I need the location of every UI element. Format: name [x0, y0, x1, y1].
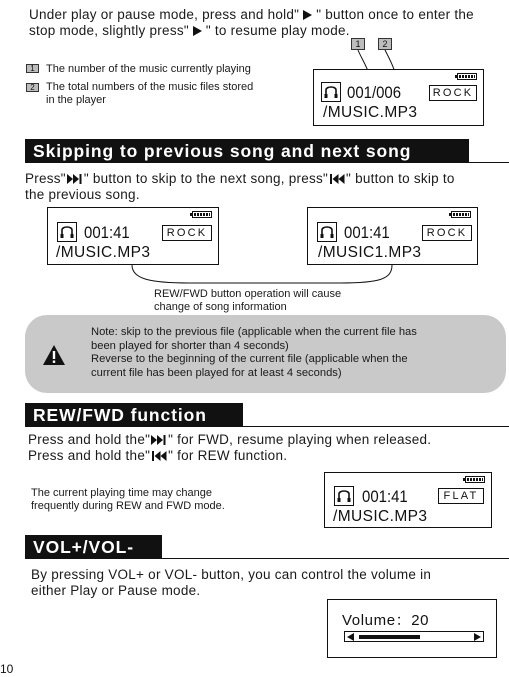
section-heading-volume: VOL+/VOL- — [25, 535, 162, 559]
battery-icon — [192, 211, 212, 218]
page-number: 10 — [0, 662, 14, 676]
callout-2: 2 — [378, 38, 392, 50]
next-track-icon — [67, 174, 83, 184]
section-heading-skip: Skipping to previous song and next song — [25, 139, 469, 163]
legend-text-1: The number of the music currently playing — [46, 63, 251, 75]
music-note-icon — [57, 222, 77, 242]
file-name: /MUSIC1.MP3 — [318, 244, 422, 261]
music-note-icon — [317, 222, 337, 242]
fast-forward-icon — [151, 435, 167, 445]
intro-line-1: Under play or pause mode, press and hold" " button once to enter the — [29, 7, 474, 22]
note-text: Note: skip to the previous file (applicable when the current file has been played for shorter than 4 seconds) Reverse to the beginning of the current file (applicable when the current file has been played for at least 4 seconds) — [91, 326, 417, 379]
lcd-stop-mode — [313, 69, 484, 126]
previous-track-icon — [329, 174, 345, 184]
eq-mode: ROCK — [422, 225, 472, 241]
volume-level-fill — [359, 635, 420, 639]
rew-fwd-caption: REW/FWD button operation will cause change of song information — [154, 288, 342, 313]
warning-icon — [42, 344, 66, 366]
music-note-icon — [334, 486, 354, 506]
heading-rule — [162, 558, 509, 559]
play-time: 001:41 — [344, 223, 390, 242]
skip-paragraph — [25, 171, 509, 203]
file-name: /MUSIC.MP3 — [56, 244, 151, 261]
skip-line-1: Press" " button to skip to the next song, press" " button to skip to — [25, 171, 455, 186]
lcd-rew-fwd — [324, 472, 492, 528]
play-time: 001:41 — [84, 223, 130, 242]
music-note-icon — [321, 82, 341, 102]
lcd-next-song — [307, 207, 478, 265]
connector-bracket — [120, 265, 410, 289]
intro-paragraph — [29, 7, 509, 39]
note-box — [25, 315, 506, 393]
intro-line-2: stop mode, slightly press" " to resume play mode. — [29, 23, 350, 38]
file-name: /MUSIC.MP3 — [333, 508, 428, 525]
section-heading-rew-fwd: REW/FWD function — [25, 403, 243, 427]
callout-1: 1 — [351, 38, 365, 50]
battery-icon — [451, 211, 471, 218]
play-icon — [193, 26, 202, 36]
rew-fwd-line-2: Press and hold the" " for REW function. — [28, 448, 288, 463]
heading-rule — [469, 162, 509, 163]
file-name: /MUSIC.MP3 — [323, 104, 418, 121]
rew-fwd-description: The current playing time may change frequently during REW and FWD mode. — [31, 487, 225, 512]
heading-rule — [243, 426, 509, 427]
volume-label: Volume：20 — [342, 612, 430, 629]
play-icon — [303, 10, 312, 20]
battery-icon — [465, 476, 485, 483]
eq-mode: ROCK — [429, 85, 477, 101]
volume-right-arrow-icon — [474, 633, 481, 641]
rewind-icon — [151, 451, 167, 461]
track-counter: 001/006 — [347, 83, 402, 102]
legend-badge-1: 1 — [26, 64, 39, 73]
battery-icon — [457, 73, 477, 80]
rew-fwd-paragraph — [28, 432, 431, 464]
legend-text-2: The total numbers of the music files stored in the player — [46, 81, 254, 106]
volume-left-arrow-icon — [347, 633, 354, 641]
eq-mode: ROCK — [162, 225, 212, 241]
volume-bar — [344, 631, 484, 642]
lcd-current-song — [47, 207, 219, 265]
eq-mode: FLAT — [438, 488, 484, 504]
lcd-volume — [327, 599, 497, 658]
rew-fwd-line-1: Press and hold the" " for FWD, resume playing when released. — [28, 432, 432, 447]
volume-paragraph: By pressing VOL+ or VOL- button, you can control the volume in either Play or Pause mode. — [31, 567, 432, 598]
skip-line-2: the previous song. — [25, 187, 140, 202]
play-time: 001:41 — [362, 487, 408, 506]
legend-badge-2: 2 — [26, 83, 39, 92]
